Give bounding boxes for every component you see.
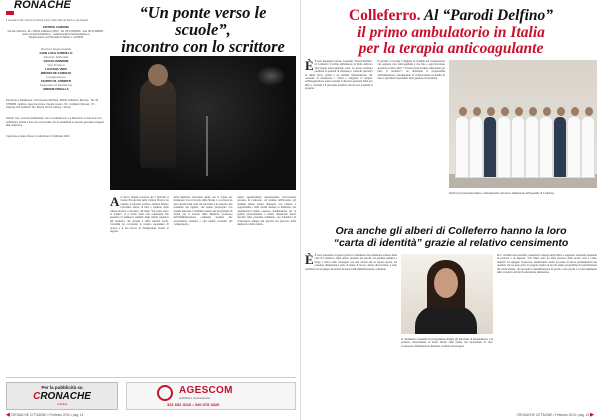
right-page	[300, 0, 600, 420]
portrait-photo	[401, 254, 493, 334]
medical-staff-photo	[449, 60, 597, 188]
article-column: A A Sacco Venezia Gioiosa del 2 febbraio il Centro Provinciale della Cultura Ebraica ha ospitato il giovane scrittore ebraista Matteo Corradini, autore di libri e studioso della cultura ebraica. L'incontro, dal titolo “Un ponte verso le scuole”, si è svolto nella sala conferenze alla presenza di numerosi studenti degli istituti superiori del territorio, dei docenti e delle autorità locali. Corradini ha raccontato la propria esperienza di ricerca e il suo lavoro di divulgazione rivolto ai ragazzi.	[110, 194, 169, 234]
left-headline[interactable]: “Un ponte verso le scuole”, incontro con lo scrittore	[121, 3, 285, 56]
arrow-left-icon: ◀	[6, 412, 10, 418]
left-folio: ◀ CRONACHE CITTADINE • Febbraio 2010 • pag. 14	[6, 412, 84, 418]
cronache-ad[interactable]: Per la pubblicità su CRONACHE cittadine	[6, 382, 118, 410]
right-headline[interactable]: Colleferro. Al “Parodi Delfino” il primo ambulatorio in Italia per la terapia anticoagulante	[348, 7, 554, 57]
right-folio: CRONACHE CITTADINE • Febbraio 2010 • pag. 15 ▶	[516, 412, 594, 418]
speaker-photo	[110, 56, 296, 190]
article-column: Il servizio si rivolge a migliaia di cittadini del comprensorio che seguono cure anticoagulanti e che fino a oggi dovevano spostarsi in altri centri. “Si tratta di un risultato importante per tutto il territorio”, ha dichiarato il responsabile dell'ambulatorio, sottolineando la collaborazione tra medici di base e specialisti ospedalieri nella gestione del paziente.	[377, 60, 445, 81]
left-article-body	[110, 196, 296, 376]
trees-article-middle: Il censimento consentirà di programmare meglio gli interventi di manutenzione e di potatura, intervenendo in modo mirato sulle piante che necessitano di cure. L'assessore all'ambiente ha illustrato i risultati del progetto.	[401, 254, 493, 404]
masthead-publisher: EDITRICE CARDONE Via Don Minzoni, 46 - 00034 Colleferro (RM) - Tel. 06 97303036 - Fax 06 97308000 - www.cronachecittadine.it - redazione@cronachecittadine.it Registrazione al Tribunale di Velletri n. 12/2005	[7, 26, 105, 40]
trees-article-col3: Per i cittadini sarà possibile consultare la mappa degli alberi e segnalare eventuali situazioni di pericolo o di degrado. “Gli alberi sono un bene prezioso della nostra città e vanno tutelati”, ha spiegato l'assessore, annunciando anche un piano di nuove piantumazioni nei quartieri che ne sono privi. Il progetto rientra in un più ampio programma di valorizzazione del verde urbano, che prevede la riqualificazione di parchi e aree giochi e il coinvolgimento delle scuole in attività di educazione ambientale.	[497, 254, 597, 275]
masthead-address: Direzione e Redazione: Via Fontana dell'Oste, 00034 Colleferro (Roma) - Tel. 06 9769045 - Editore, Agenzia Incisa, Via del Lavoro, 15 - Collefero (Roma) - P.I. - Stampa: Arti Grafiche Tris, Monte Porzio Catone - Roma	[6, 99, 99, 110]
agescom-logo-icon	[157, 385, 173, 401]
article-column: È È stato inaugurato presso l'ospedale “Parodi Delfino” di Colleferro il primo ambulatorio in Italia dedicato alla terapia anticoagulante orale. La nuova struttura permette ai pazienti di effettuare i controlli periodici in tempi brevi, grazie a un sistema informatizzato che consente di monitorare i valori e adeguare la terapia. All'inaugurazione erano presenti il direttore generale della Asl Rm G, i primari e il personale sanitario che ha reso possibile il progetto.	[305, 58, 373, 91]
arrow-right-icon: ▶	[590, 412, 594, 418]
agescom-ad[interactable]: AGESCOM pubblicità e comunicazione 331 652 3116 • 340 578 3326	[126, 382, 296, 410]
trees-article-col1: È È stato presentato in questi giorni il censimento del patrimonio arboreo della città di Colleferro. Ogni albero presente nei parchi, nei giardini pubblici e lungo i viali è stato catalogato con una scheda che ne riporta specie, età presunta, dimensioni e stato di salute. Il lavoro, durato diversi mesi, è stato realizzato da un gruppo di tecnici incaricati dall'amministrazione comunale.	[305, 252, 397, 271]
trees-headline[interactable]: Ora anche gli alberi di Colleferro hanno la loro “carta di identità” grazie al relativo censimento	[333, 225, 569, 249]
masthead-notes: Articoli, foto, annunci pubblicitari: non si restituiscono. La Direzione si riserva di non pubblicare articoli e foto non concordati. Per la pubblicità su questo giornale rivolgersi alla redazione.	[6, 117, 105, 127]
article-column: nella memoria, lavorando anche con le scuole per mantenere vivo il ricordo della Shoah. Lo scrittore ha letto alcuni brani tratti dai suoi libri e ha risposto alle domande dei ragazzi, che hanno partecipato con grande interesse. L'iniziativa rientra nel programma di eventi per il Giorno della Memoria promosso dall'amministrazione comunale insieme alle associazioni culturali e agli istituti scolastici del comprensorio.	[173, 196, 233, 227]
masthead-tagline: Il mensile di tutti i comuni dei Monti Lepini, della Valle del Sacco e dei Castelli	[6, 19, 88, 22]
photo-caption: Nella foto il personale medico e infermieristico del nuovo ambulatorio dell'ospedale di Colleferro.	[449, 192, 555, 195]
article-column: questi appuntamenti rappresentano un'occasione preziosa di confronto. Al termine dell'incontro gli studenti hanno potuto dialogare con l'autore e approfondire i temi trattati durante la mattinata. Gli organizzatori hanno espresso soddisfazione per la grande partecipazione e hanno annunciato nuovi incontri nelle prossime settimane, con l'obiettivo di coinvolgere sempre più giovani nel percorso della memoria e della cultura.	[237, 196, 297, 227]
masthead-staff: Direttore Responsabile GIAN LUCA CARDILLO Direttore Editoriale GIULIO IANNONE Vice Direttori LUCIANA VINO BRUNO DE CAROLIS Impaginazione FILIPPO M. COMPATI Segretaria di Redazione MIRIAM CIMALLA	[39, 47, 73, 92]
cronache-logo: RONACHE	[6, 4, 78, 17]
masthead-column	[6, 0, 106, 392]
hospital-article-body	[305, 60, 445, 220]
advertising-strip	[6, 377, 296, 411]
masthead-closing: Il giornale è stato chiuso in redazione il 3 febbraio 2010	[6, 135, 70, 139]
